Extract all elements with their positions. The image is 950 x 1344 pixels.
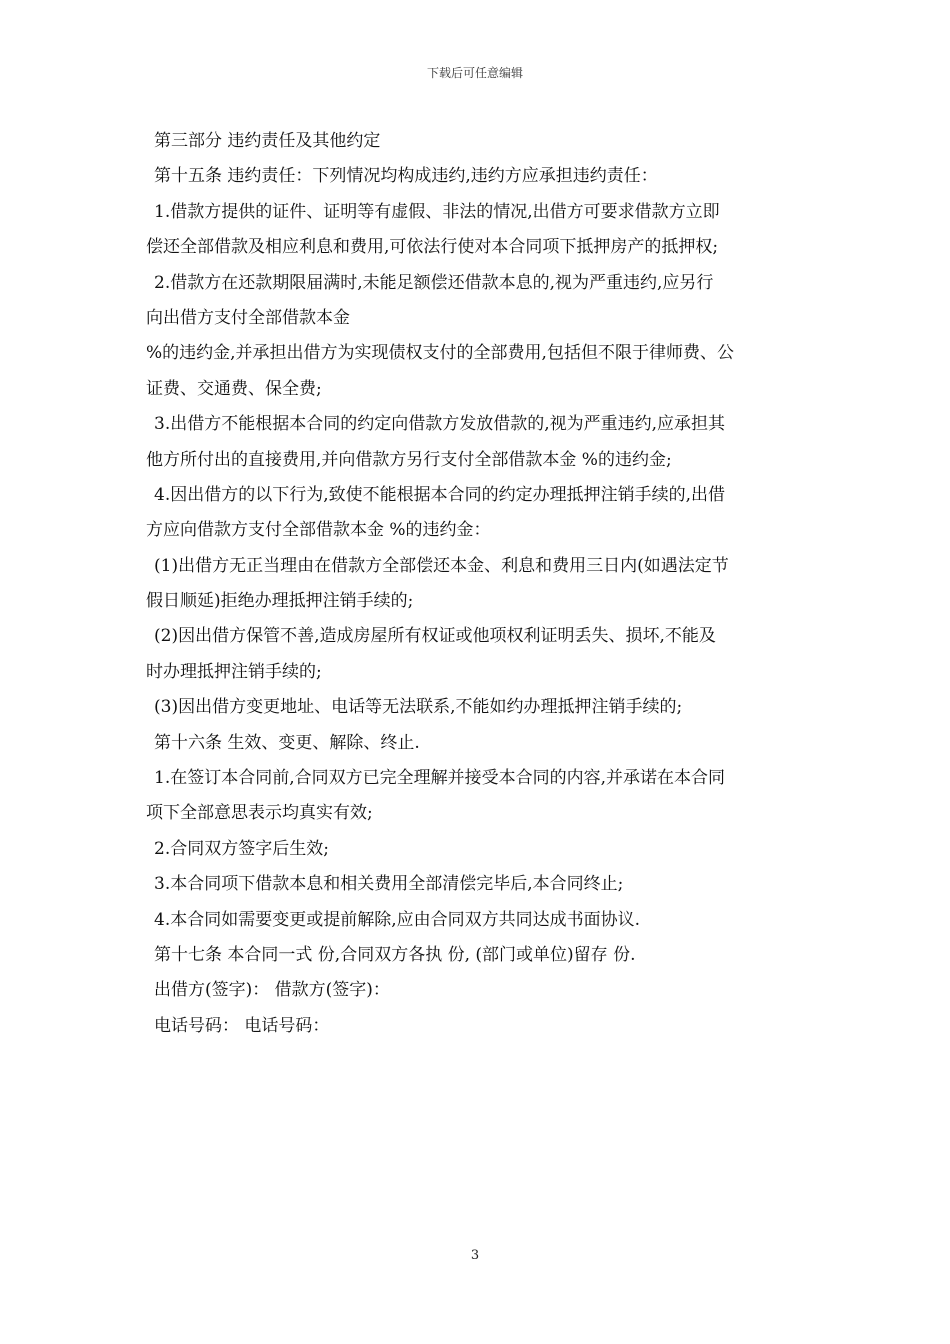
page-number: 3 bbox=[470, 1248, 480, 1263]
paragraph-line: 假日顺延)拒绝办理抵押注销手续的; bbox=[146, 591, 414, 612]
paragraph-line: 1.借款方提供的证件、证明等有虚假、非法的情况,出借方可要求借款方立即 bbox=[154, 201, 720, 222]
paragraph-line: %的违约金,并承担出借方为实现债权支付的全部费用,包括但不限于律师费、公 bbox=[146, 343, 734, 364]
paragraph-line: 3.本合同项下借款本息和相关费用全部清偿完毕后,本合同终止; bbox=[154, 874, 624, 895]
article-17-line: 第十七条 本合同一式 份,合同双方各执 份, (部门或单位)留存 份. bbox=[154, 944, 636, 965]
paragraph-line: 方应向借款方支付全部借款本金 %的违约金： bbox=[146, 520, 491, 541]
paragraph-line: 4.因出借方的以下行为,致使不能根据本合同的约定办理抵押注销手续的,出借 bbox=[154, 484, 726, 505]
page-header: 下载后可任意编辑 bbox=[426, 66, 523, 80]
section-title: 第三部分 违约责任及其他约定 bbox=[154, 131, 381, 151]
paragraph-line: 向出借方支付全部借款本金 bbox=[146, 307, 350, 328]
paragraph-line: 时办理抵押注销手续的; bbox=[146, 661, 322, 682]
paragraph-line: 证费、交通费、保全费; bbox=[146, 378, 322, 399]
paragraph-line: 1.在签订本合同前,合同双方已完全理解并接受本合同的内容,并承诺在本合同 bbox=[154, 768, 726, 789]
paragraph-line: 偿还全部借款及相应利息和费用,可依法行使对本合同项下抵押房产的抵押权; bbox=[146, 237, 719, 258]
paragraph-line: 他方所付出的直接费用,并向借款方另行支付全部借款本金 %的违约金; bbox=[146, 449, 672, 470]
article-16-heading: 第十六条 生效、变更、解除、终止. bbox=[154, 732, 420, 753]
paragraph-line: (2)因出借方保管不善,造成房屋所有权证或他项权利证明丢失、损坏,不能及 bbox=[154, 626, 716, 647]
paragraph-line: (1)出借方无正当理由在借款方全部偿还本金、利息和费用三日内(如遇法定节 bbox=[154, 555, 729, 576]
paragraph-line: 4.本合同如需要变更或提前解除,应由合同双方共同达成书面协议. bbox=[154, 909, 641, 930]
document-body bbox=[146, 124, 810, 1044]
paragraph-line: 2.借款方在还款期限届满时,未能足额偿还借款本息的,视为严重违约,应另行 bbox=[154, 272, 714, 293]
phone-line: 电话号码： 电话号码： bbox=[154, 1015, 330, 1036]
paragraph-line: 3.出借方不能根据本合同的约定向借款方发放借款的,视为严重违约,应承担其 bbox=[154, 414, 726, 435]
paragraph-line: 项下全部意思表示均真实有效; bbox=[146, 803, 373, 824]
paragraph-line: (3)因出借方变更地址、电话等无法联系,不能如约办理抵押注销手续的; bbox=[154, 697, 683, 718]
signature-line: 出借方(签字)： 借款方(签字)： bbox=[154, 980, 390, 1001]
article-15-heading: 第十五条 违约责任：下列情况均构成违约,违约方应承担违约责任： bbox=[154, 166, 658, 187]
paragraph-line: 2.合同双方签字后生效; bbox=[154, 838, 329, 859]
